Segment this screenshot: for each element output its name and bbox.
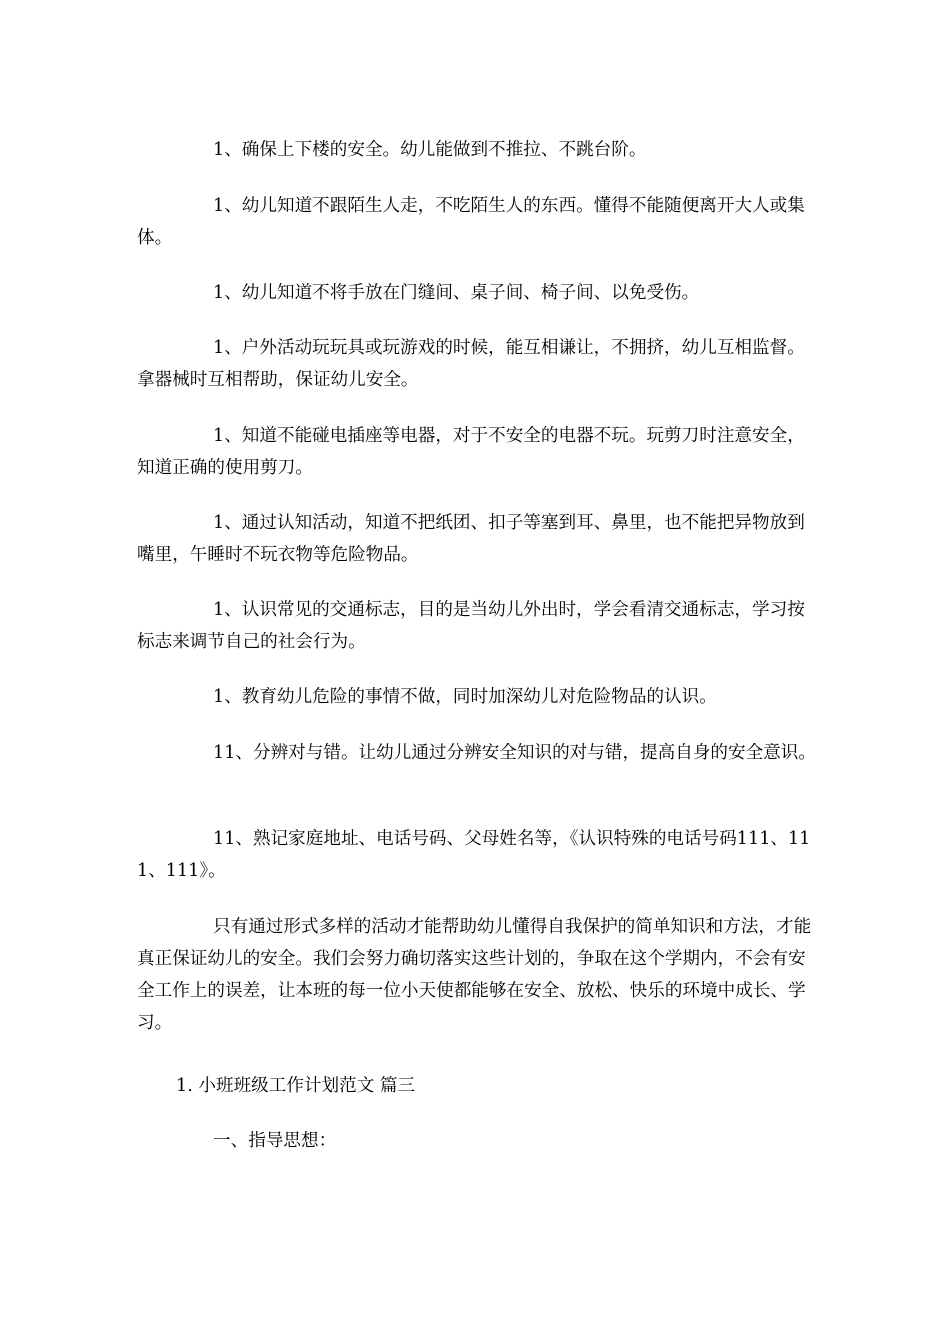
paragraph-danger-awareness: 1、教育幼儿危险的事情不做，同时加深幼儿对危险物品的认识。: [213, 687, 717, 707]
paragraph-traffic-signs: 1、认识常见的交通标志，目的是当幼儿外出时，学会看清交通标志，学习按标志来调节自己的社会行为。: [137, 600, 805, 652]
paragraph-right-wrong: 11、分辨对与错。让幼儿通过分辨安全知识的对与错，提高自身的安全意识。: [213, 743, 816, 763]
paragraph-stairs-safety: 1、确保上下楼的安全。幼儿能做到不推拉、不跳台阶。: [213, 140, 647, 160]
paragraph-home-address: 11、熟记家庭地址、电话号码、父母姓名等，《认识特殊的电话号码111、111、111》。: [137, 829, 811, 881]
paragraph-foreign-objects: 1、通过认知活动，知道不把纸团、扣子等塞到耳、鼻里，也不能把异物放到嘴里，午睡时不玩衣物等危险物品。: [137, 513, 805, 565]
paragraph-electric-safety: 1、知道不能碰电插座等电器，对于不安全的电器不玩。玩剪刀时注意安全，知道正确的使用剪刀。: [137, 426, 805, 478]
paragraph-door-gaps: 1、幼儿知道不将手放在门缝间、桌子间、椅子间、以免受伤。: [213, 283, 700, 303]
section-heading: 1. 小班班级工作计划范文 篇三: [176, 1076, 416, 1096]
paragraph-strangers: 1、幼儿知道不跟陌生人走，不吃陌生人的东西。懂得不能随便离开大人或集体。: [137, 196, 805, 248]
paragraph-outdoor-play: 1、户外活动玩玩具或玩游戏的时候，能互相谦让，不拥挤，幼儿互相监督。拿器械时互相帮助，保证幼儿安全。: [137, 338, 805, 390]
paragraph-summary: 只有通过形式多样的活动才能帮助幼儿懂得自我保护的简单知识和方法，才能真正保证幼儿的安全。我们会努力确切落实这些计划的，争取在这个学期内，不会有安全工作上的误差，让本班的每一位小天使都能够在安全、放松、快乐的环境中成长、学习。: [137, 917, 812, 1033]
subheading: 一、指导思想：: [213, 1131, 337, 1151]
